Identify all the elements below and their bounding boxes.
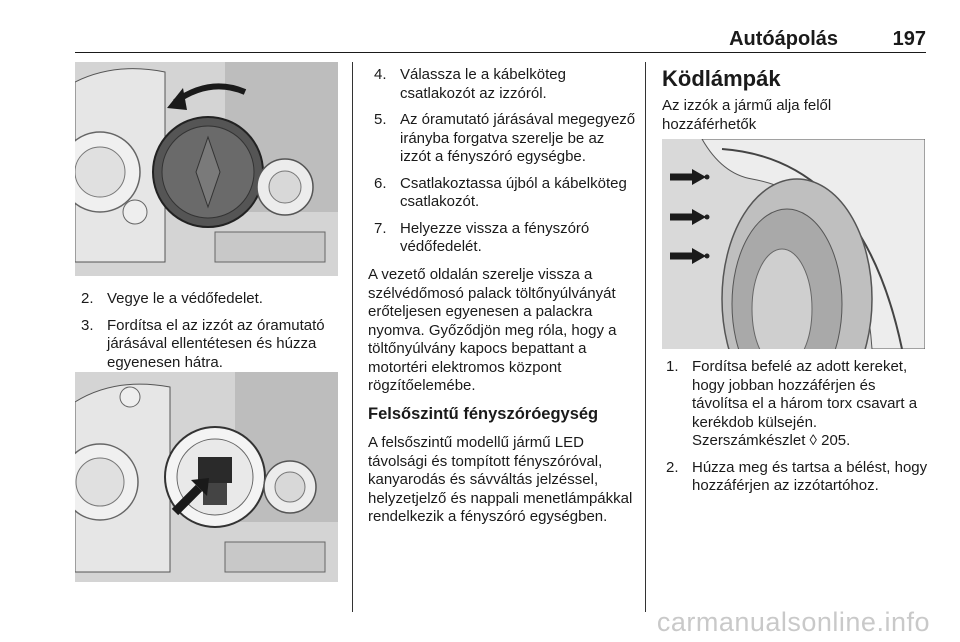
list-item: 7. Helyezze vissza a fényszóró védőfedelét. [374, 219, 590, 255]
bulb-removal-illustration [75, 372, 338, 582]
list-item: 2. Vegye le a védőfedelet. [81, 290, 263, 307]
list-item: 1. Fordítsa befelé az adott kereket, hogy jobban hozzáférjen és távolítsa el a három torx csavart a kerékdob külsején. Szerszámkészlet ◊ 205. [666, 358, 918, 449]
list-item: 2. Húzza meg és tartsa a bélést, hogy hozzáférjen az izzótartóhoz. [666, 458, 928, 494]
steps-list-left [81, 290, 343, 380]
column-divider-left [352, 62, 353, 612]
washer-reinstall-paragraph: A vezető oldalán szerelje vissza a szélvédőmosó palack töltőnyúlványát erőteljesen egyenesen a palackra nyomva. Győződjön meg róla, hogy a töltőnyúlvány kapocs bepattant a motortéri elektromos központ rögzítőelemébe. [368, 266, 617, 394]
steps-list-middle [374, 66, 636, 265]
list-item: 4. Válassza le a kábelköteg csatlakozót az izzóról. [374, 66, 566, 102]
watermark: carmanualsonline.info [656, 607, 930, 637]
list-item: 3. Fordítsa el az izzót az óramutató járásával ellentétesen és húzza egyenesen hátra. [81, 316, 325, 371]
steps-list-right [666, 358, 928, 504]
list-item: 6. Csatlakoztassa újból a kábelköteg csatlakozót. [374, 174, 627, 210]
subsection-title: Felsőszintű fényszóróegység [368, 405, 599, 423]
headlamp-cover-illustration [75, 62, 338, 276]
fog-lamps-intro: Az izzók a jármű alja felől hozzáférhetők [662, 97, 832, 133]
list-item: 5. Az óramutató járásával megegyező irányba forgatva szerelje be az izzót a fényszóró egységbe. [374, 111, 636, 165]
page-header [75, 22, 926, 53]
page-number: 197 [892, 28, 926, 50]
subsection-paragraph: A felsőszintű modellű jármű LED távolsági és tompított fényszóróval, kanyarodás és sávváltás jelzéssel, helyzetjelző és nappali menetlámpákkal rendelkezik a fényszóró egységben. [368, 434, 633, 525]
column-divider-right [645, 62, 646, 612]
section-title: Autóápolás [729, 28, 838, 50]
wheel-arch-illustration [662, 139, 925, 349]
fog-lamps-title: Ködlámpák [662, 66, 781, 91]
